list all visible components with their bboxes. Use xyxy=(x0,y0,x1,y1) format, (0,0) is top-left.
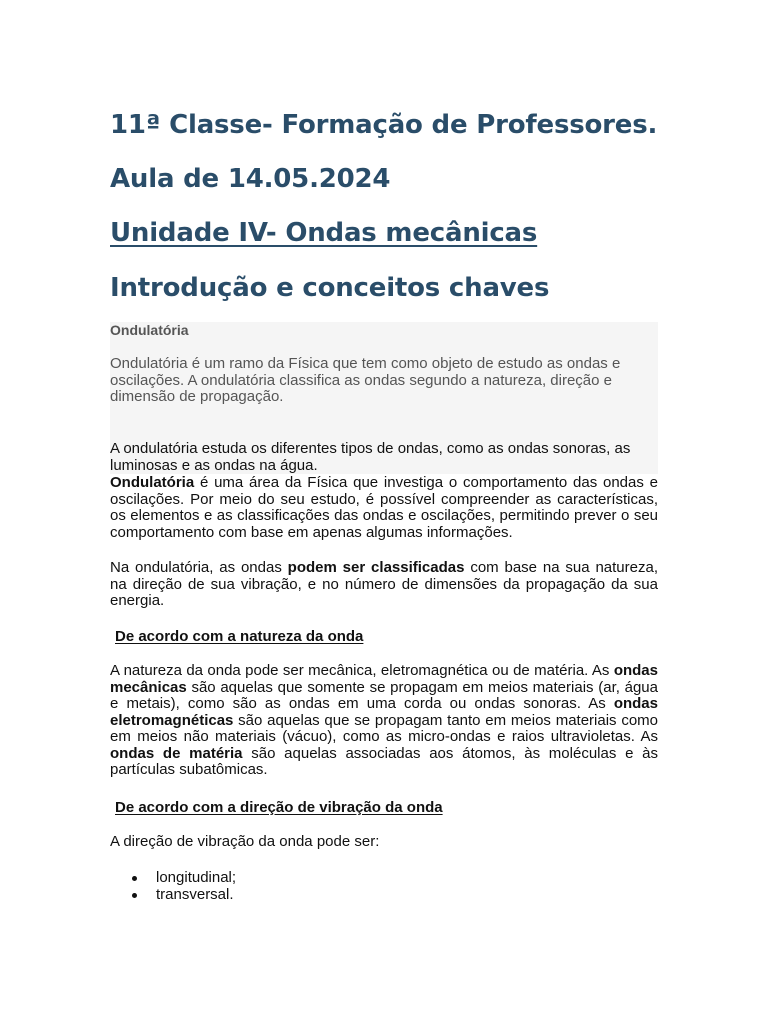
paragraph-area-part1: é uma área da Física xyxy=(194,474,354,491)
section-nature-title: De acordo com a natureza da onda xyxy=(115,628,364,645)
paragraph-nature xyxy=(110,663,658,779)
bullet-icon xyxy=(132,893,137,898)
classification-bold: podem ser classificadas xyxy=(287,559,465,576)
class-title: 11ª Classe- Formação de Professores. xyxy=(110,110,658,140)
paragraph-area-part2: que investiga o comportamento das ondas e oscilações. Por meio do seu estudo, é possível compreender as características, os elementos e as classificações das ondas e oscilações, permitindo prever o seu comportamento com base em apenas algumas informações. xyxy=(110,474,658,541)
term-ondas-mecanicas: ondas mecânicas xyxy=(110,662,658,696)
section-direction-title: De acordo com a direção de vibração da onda xyxy=(115,799,443,816)
classification-part1: Na ondulatória, as ondas xyxy=(110,559,288,576)
nature-text-4: são aquelas associadas aos átomos, às moléculas e às partículas subatômicas. xyxy=(110,744,658,778)
term-ondas-eletromagneticas: ondas eletromagnéticas xyxy=(110,695,658,729)
intro-title: Introdução e conceitos chaves xyxy=(110,273,550,303)
term-ondulatoria: Ondulatória xyxy=(110,474,195,491)
paragraph-ondulatoria-area xyxy=(110,475,658,541)
box-title: Ondulatória xyxy=(110,322,189,338)
list-item-label: longitudinal; xyxy=(156,869,237,886)
direction-intro: A direção de vibração da onda pode ser: xyxy=(110,833,380,850)
term-ondas-de-materia: ondas de matéria xyxy=(110,744,243,762)
nature-text-2: são aquelas que somente se propagam em meios materiais (ar, água e metais), como são as ondas em uma corda ou ondas sonoras. As xyxy=(110,678,658,712)
lesson-date-title: Aula de 14.05.2024 xyxy=(110,164,391,194)
box-definition: Ondulatória é um ramo da Física que tem como objeto de estudo as ondas e oscilações. A ondulatória classifica as ondas segundo a natureza, direção e dimensão de propagação. xyxy=(110,355,621,405)
direction-list xyxy=(110,869,236,903)
paragraph-classification xyxy=(110,560,658,610)
bullet-icon xyxy=(132,876,137,881)
box-study-text: A ondulatória estuda os diferentes tipos de ondas, como as ondas sonoras, as luminosas e as ondas na água. xyxy=(110,440,631,474)
classification-part2: com base na sua natureza, na direção de sua vibração, e no número de dimensões da propagação da sua energia. xyxy=(110,559,658,609)
list-item-label: transversal. xyxy=(156,886,234,903)
list-item xyxy=(110,869,236,886)
nature-text-1: A natureza da onda pode ser mecânica, eletromagnética ou de matéria. As xyxy=(110,662,614,679)
list-item xyxy=(110,886,236,903)
nature-text-3: são aquelas que se propagam tanto em meios materiais como em meios não materiais (vácuo), como as micro-ondas e raios ultravioletas. As xyxy=(110,711,658,745)
unit-title: Unidade IV- Ondas mecânicas xyxy=(110,218,538,248)
